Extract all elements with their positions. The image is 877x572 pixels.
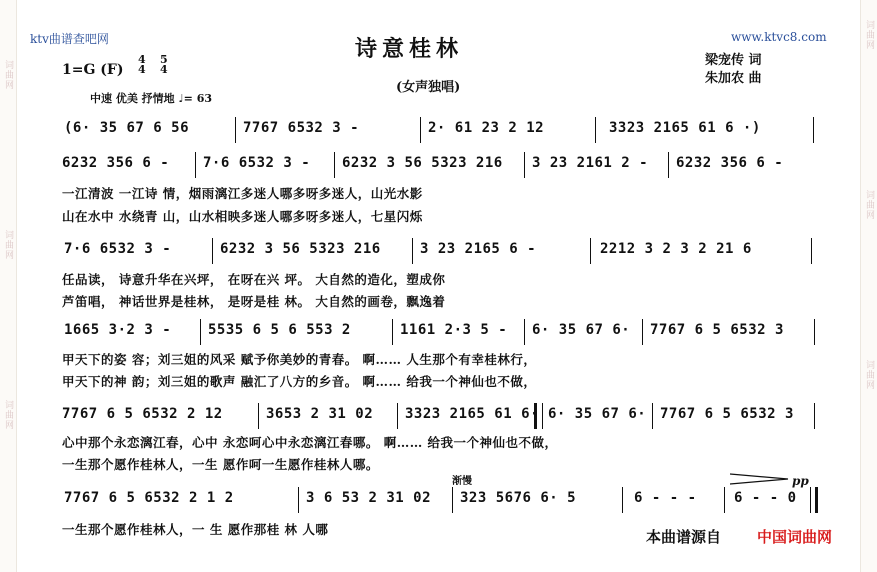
side-watermark: 词曲网: [3, 60, 13, 90]
measure: (6· 35 67 6 56: [64, 120, 190, 136]
measure: 6232 3 56 5323 216: [342, 155, 503, 171]
barline: [412, 238, 413, 264]
barline: [524, 152, 525, 178]
time-sig-denominator: 4: [138, 63, 146, 76]
barline: [524, 319, 525, 345]
measure: 2· 61 23 2 12: [428, 120, 545, 136]
barline: [814, 403, 815, 429]
side-watermark: 词曲网: [864, 20, 874, 50]
measure: 3323 2165 61 6 ·): [609, 120, 761, 136]
side-watermark: 词曲网: [3, 230, 13, 260]
barline: [235, 117, 236, 143]
lyric-line-verse-2: 芦笛唱， 神话世界是桂林， 是呀是桂 林。 大自然的画卷，飘逸着: [62, 294, 446, 309]
dynamic-pianissimo: pp: [792, 474, 809, 488]
barline: [397, 403, 398, 429]
measure: 7767 6 5 6532 2 12: [62, 406, 223, 422]
side-watermark: 词曲网: [3, 400, 13, 430]
side-watermark: 词曲网: [864, 190, 874, 220]
measure: 7·6 6532 3 -: [64, 241, 172, 257]
barline: [200, 319, 201, 345]
measure: 323 5676 6· 5: [460, 490, 577, 506]
measure: 1161 2·3 5 -: [400, 322, 508, 338]
measure: 5535 6 5 6 553 2: [208, 322, 351, 338]
lyric-line-verse-2: 一生那个愿作桂林人，一生 愿作呵一生愿作桂林人哪。: [62, 457, 379, 472]
barline: [622, 487, 623, 513]
barline: [212, 238, 213, 264]
barline: [595, 117, 596, 143]
lyric-line-verse-final: 一生那个愿作桂林人，一 生 愿作那桂 林 人哪: [62, 522, 329, 537]
time-sig-numerator: 5: [160, 53, 168, 66]
barline: [668, 152, 669, 178]
lyric-line-verse-1: 一江清波 一江诗 情，烟雨漓江多迷人哪多呀多迷人，山光水影: [62, 186, 423, 201]
barline: [652, 403, 653, 429]
lyric-line-verse-2: 山在水中 水绕青 山，山水相映多迷人哪多呀多迷人，七星闪烁: [62, 209, 423, 224]
measure: 6232 356 6 -: [676, 155, 784, 171]
score-row-2: [62, 155, 811, 179]
left-margin-strip: [0, 0, 17, 572]
measure: 3653 2 31 02: [266, 406, 374, 422]
composer-credit: 朱加农 曲: [705, 71, 762, 86]
measure: 3 23 2165 6 -: [420, 241, 537, 257]
measure: 7767 6 5 6532 2 1 2: [64, 490, 234, 506]
measure: 2212 3 2 3 2 21 6: [600, 241, 752, 257]
right-margin-strip: [860, 0, 877, 572]
measure: 6· 35 67 6·: [548, 406, 647, 422]
source-note: 本曲谱源自: [646, 528, 722, 546]
side-watermark: 词曲网: [864, 360, 874, 390]
barline: [298, 487, 299, 513]
measure: 7767 6 5 6532 3: [650, 322, 784, 338]
barline: [452, 487, 453, 513]
source-brand-link[interactable]: 中国词曲网: [757, 528, 833, 546]
lyric-line-verse-1: 任品读， 诗意升华在兴坪， 在呀在兴 坪。 大自然的造化，塑成你: [62, 272, 446, 287]
barline: [392, 319, 393, 345]
key-signature: 1=G (F): [62, 62, 124, 78]
lyric-line-verse-1: 甲天下的姿 容；刘三姐的风采 赋予你美妙的青春。 啊…… 人生那个有幸桂林行，: [62, 352, 537, 367]
measure: 6 - - -: [634, 490, 697, 506]
final-barline: [815, 487, 818, 513]
time-sig-denominator: 4: [160, 63, 168, 76]
measure: 6 - - 0: [734, 490, 797, 506]
measure: 1665 3·2 3 -: [64, 322, 172, 338]
score-row-5: [62, 406, 811, 430]
repeat-barline: [534, 403, 543, 429]
barline: [334, 152, 335, 178]
measure: 6232 3 56 5323 216: [220, 241, 381, 257]
measure: 3 23 2161 2 -: [532, 155, 649, 171]
measure: 6· 35 67 6·: [532, 322, 631, 338]
score-row-1: [62, 120, 811, 144]
measure: 3 6 53 2 31 02: [306, 490, 432, 506]
measure: 6232 356 6 -: [62, 155, 170, 171]
measure: 3323 2165 61 6·: [405, 406, 539, 422]
barline: [420, 117, 421, 143]
ritardando-marking: 渐慢: [452, 476, 472, 487]
song-subtitle: (女声独唱): [396, 80, 461, 95]
barline: [814, 319, 815, 345]
score-row-3: [62, 241, 811, 265]
measure: 7767 6 5 6532 3: [660, 406, 794, 422]
decrescendo-hairpin: [730, 472, 790, 486]
barline: [813, 117, 814, 143]
lyricist-credit: 梁宠传 词: [705, 53, 762, 68]
site-watermark-left[interactable]: ktv曲谱查吧网: [30, 32, 109, 46]
site-url[interactable]: www.ktvc8.com: [731, 30, 827, 44]
measure: 7·6 6532 3 -: [203, 155, 311, 171]
barline: [642, 319, 643, 345]
score-row-6: [62, 490, 811, 514]
lyric-line-verse-1: 心中那个永恋漓江春，心中 永恋呵心中永恋漓江春哪。 啊…… 给我一个神仙也不做，: [62, 435, 558, 450]
time-sig-numerator: 4: [138, 53, 146, 66]
score-row-4: [62, 322, 811, 346]
barline: [810, 487, 811, 513]
barline: [195, 152, 196, 178]
song-title: 诗意桂林: [355, 36, 464, 62]
barline: [724, 487, 725, 513]
barline: [811, 238, 812, 264]
barline: [258, 403, 259, 429]
measure: 7767 6532 3 -: [243, 120, 360, 136]
lyric-line-verse-2: 甲天下的神 韵；刘三姐的歌声 融汇了八方的乡音。 啊…… 给我一个神仙也不做，: [62, 374, 537, 389]
time-signature-4-4: [138, 55, 146, 75]
barline: [590, 238, 591, 264]
tempo-marking: 中速 优美 抒情地 ♩= 63: [90, 92, 213, 105]
time-signature-5-4: [160, 55, 168, 75]
